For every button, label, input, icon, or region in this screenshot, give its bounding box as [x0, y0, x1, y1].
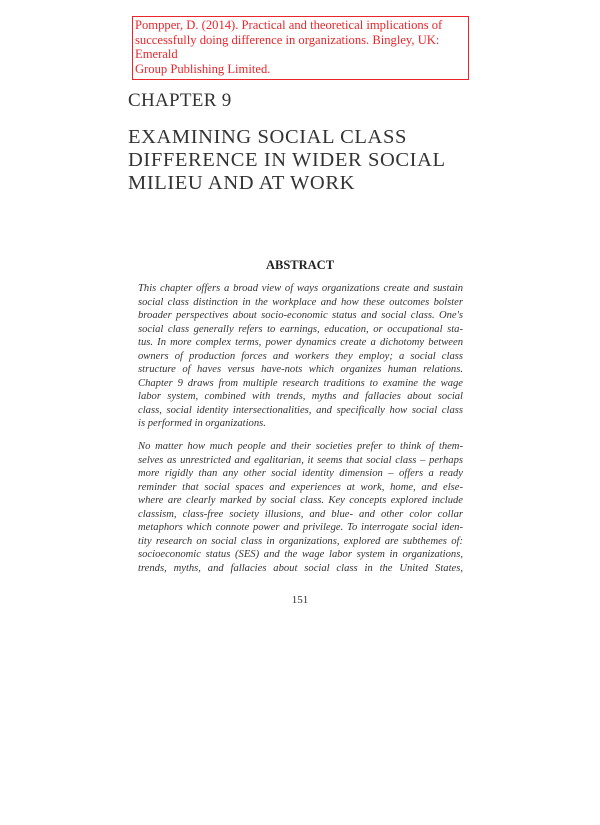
chapter-title — [128, 126, 446, 195]
citation-line: successfully doing difference in organizations. Bingley, UK: Emerald — [135, 32, 440, 62]
text-line: class, social identity intersectionalities, and specifically how social class — [138, 404, 463, 416]
text-line: structure of haves versus have-nots which organizes human relations. — [138, 364, 463, 375]
text-line: tus. In more complex terms, power dynamics create a dichotomy between — [138, 337, 463, 348]
page-number: 151 — [291, 594, 309, 606]
title-line: DIFFERENCE IN WIDER SOCIAL — [128, 149, 446, 171]
text-line: reminder that social spaces and experiences at work, home, and else- — [138, 481, 463, 493]
citation-line: Pompper, D. (2014). Practical and theoretical implications of — [135, 18, 443, 32]
title-line: EXAMINING SOCIAL CLASS — [128, 126, 407, 148]
text-line: owners of production forces and workers they employ; a social class — [138, 350, 463, 362]
text-line: No matter how much people and their societies prefer to think of them- — [138, 441, 463, 452]
text-line: This chapter offers a broad view of ways organizations create and sustain — [138, 283, 463, 294]
text-line: selves as unrestricted and egalitarian, it seems that social class – perhaps — [138, 454, 463, 466]
text-line: trends, myths, and fallacies about social class in the United States, — [138, 562, 463, 574]
text-line: classism, class-free society illusions, and blue- and other color collar — [138, 508, 463, 520]
text-line: social class generally refers to earnings, education, or occupational sta- — [138, 323, 463, 335]
chapter-label: CHAPTER 9 — [128, 90, 232, 111]
text-line: tity research on social class in organizations, explored are subthemes of: — [138, 535, 463, 547]
text-line: broader perspectives about socio-economic status and social class. One's — [138, 310, 463, 321]
text-line: is performed in organizations. — [138, 418, 266, 429]
text-line: where are clearly marked by social class. Key concepts explored include — [138, 495, 463, 506]
text-line: Chapter 9 draws from multiple research traditions to examine the wage — [138, 377, 463, 389]
citation-box — [132, 16, 469, 80]
text-line: labor system, combined with trends, myths and fallacies about social — [138, 391, 463, 402]
title-line: MILIEU AND AT WORK — [128, 172, 356, 194]
abstract-heading: ABSTRACT — [265, 258, 335, 272]
abstract-paragraph-1 — [138, 282, 463, 431]
text-line: socioeconomic status (SES) and the wage labor system in organizations, — [138, 549, 463, 560]
text-line: more rigidly than any other social identity dimension – offers a ready — [138, 468, 463, 479]
abstract-paragraph-2 — [138, 440, 463, 575]
citation-line: Group Publishing Limited. — [135, 61, 271, 76]
text-line: metaphors which connote power and privilege. To interrogate social iden- — [138, 522, 463, 533]
text-line: social class distinction in the workplace and how these outcomes bolster — [138, 296, 463, 308]
